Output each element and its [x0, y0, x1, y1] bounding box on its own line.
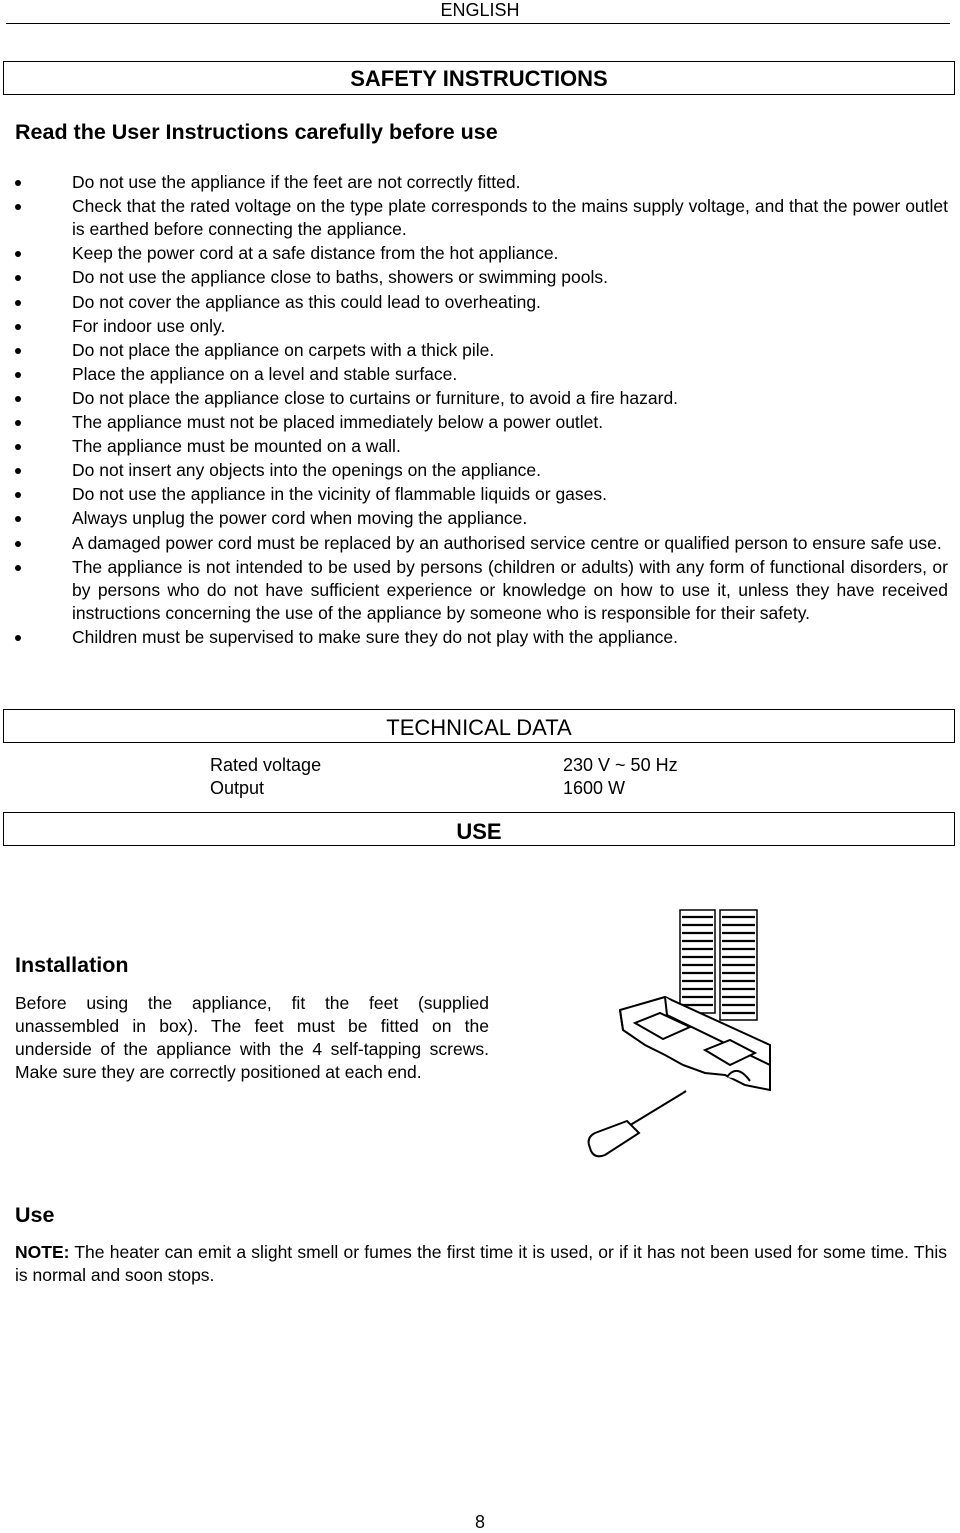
- bullet-icon: [15, 324, 21, 330]
- list-item: Check that the rated voltage on the type plate corresponds to the mains supply voltage, and that the power outlet is earthed before connecting the appliance.: [0, 195, 948, 241]
- list-item: Do not place the appliance close to curtains or furniture, to avoid a fire hazard.: [0, 387, 948, 410]
- installation-text: Before using the appliance, fit the feet (supplied unassembled in box). The feet must be fitted on the underside of the appliance with the 4 self-tapping screws. Make sure they are correctly positioned at each end.: [15, 993, 489, 1082]
- technical-data-title: TECHNICAL DATA: [3, 709, 955, 743]
- read-instructions-heading: Read the User Instructions carefully before use: [15, 120, 498, 144]
- bullet-icon: [15, 348, 21, 354]
- bullet-icon: [15, 251, 21, 257]
- heater-fins: [680, 910, 757, 1020]
- list-item: The appliance must not be placed immediately below a power outlet.: [0, 411, 948, 434]
- list-item: Place the appliance on a level and stable surface.: [0, 363, 948, 386]
- bullet-icon: [15, 300, 21, 306]
- bullet-icon: [15, 565, 21, 571]
- screwdriver: [589, 1091, 686, 1156]
- header-language: ENGLISH: [440, 0, 520, 20]
- bullet-icon: [15, 180, 21, 186]
- list-item: Children must be supervised to make sure they do not play with the appliance.: [0, 626, 948, 649]
- rated-voltage-value: 230 V ~ 50 Hz: [563, 755, 678, 775]
- list-item: For indoor use only.: [0, 315, 948, 338]
- list-item: Always unplug the power cord when moving the appliance.: [0, 507, 948, 530]
- list-item: Do not use the appliance in the vicinity of flammable liquids or gases.: [0, 483, 948, 506]
- list-item: Keep the power cord at a safe distance from the hot appliance.: [0, 242, 948, 265]
- bullet-icon: [15, 420, 21, 426]
- safety-instructions-title: SAFETY INSTRUCTIONS: [3, 61, 955, 95]
- list-item: Do not use the appliance close to baths, showers or swimming pools.: [0, 266, 948, 289]
- bullet-icon: [15, 516, 21, 522]
- list-item: The appliance is not intended to be used by persons (children or adults) with any form of functional disorders, or by persons who do not have sufficient experience or knowledge on how to use it, unless they have received instructions concerning the use of the appliance by someone who is responsible for their safety.: [0, 556, 948, 626]
- note-text: The heater can emit a slight smell or fumes the first time it is used, or if it has not been used for some time. This is normal and soon stops.: [15, 1242, 947, 1285]
- header-divider: [6, 23, 950, 24]
- feet-installation-illustration: [555, 905, 795, 1160]
- bullet-icon: [15, 372, 21, 378]
- output-label: Output: [210, 778, 265, 798]
- safety-list: [0, 171, 948, 650]
- list-item: Do not cover the appliance as this could lead to overheating.: [0, 291, 948, 314]
- note-paragraph: [15, 1241, 947, 1287]
- note-label: NOTE:: [15, 1242, 70, 1262]
- rated-voltage-label: Rated voltage: [210, 755, 322, 775]
- bullet-icon: [15, 396, 21, 402]
- bullet-icon: [15, 635, 21, 641]
- list-item: Do not insert any objects into the openings on the appliance.: [0, 459, 948, 482]
- bullet-icon: [15, 444, 21, 450]
- bullet-icon: [15, 204, 21, 210]
- list-item: The appliance must be mounted on a wall.: [0, 435, 948, 458]
- bullet-icon: [15, 492, 21, 498]
- list-item: Do not place the appliance on carpets with a thick pile.: [0, 339, 948, 362]
- bullet-icon: [15, 468, 21, 474]
- list-item: Do not use the appliance if the feet are not correctly fitted.: [0, 171, 948, 194]
- bullet-icon: [15, 541, 21, 547]
- page-number: 8: [474, 1512, 485, 1532]
- use-section-title: USE: [3, 812, 955, 846]
- list-item: A damaged power cord must be replaced by an authorised service centre or qualified person to ensure safe use.: [0, 532, 948, 555]
- use-heading: Use: [15, 1203, 55, 1227]
- output-value: 1600 W: [563, 778, 626, 798]
- installation-heading: Installation: [15, 953, 129, 977]
- bullet-icon: [15, 275, 21, 281]
